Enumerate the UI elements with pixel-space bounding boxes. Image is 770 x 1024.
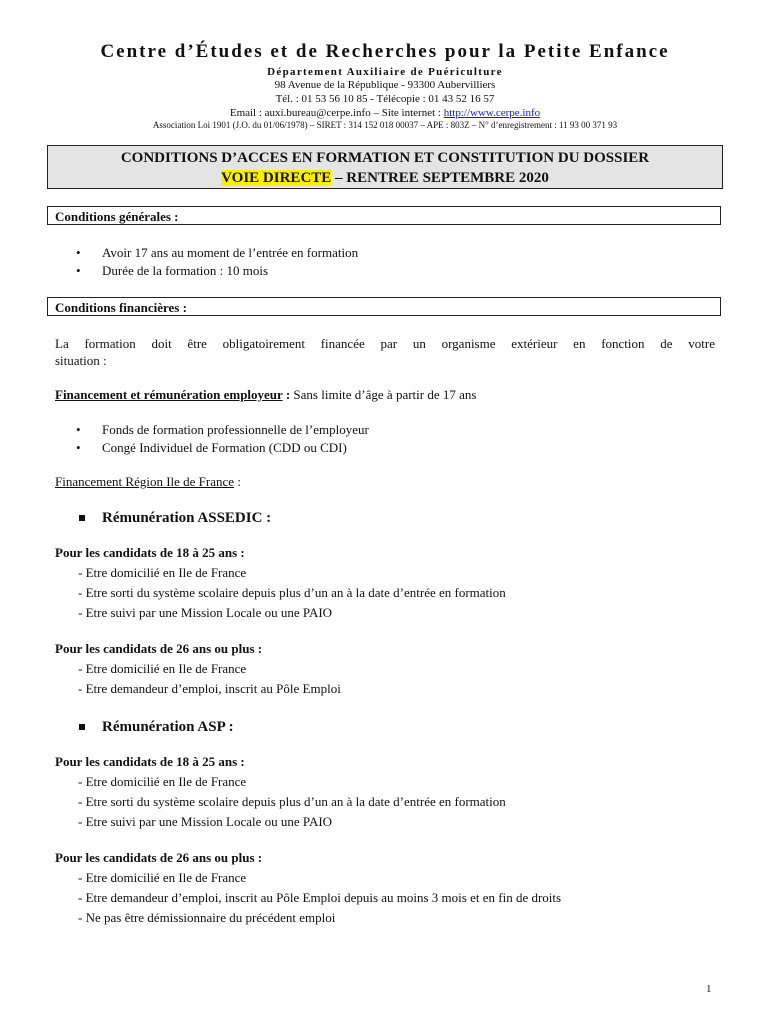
phone-fax: Tél. : 01 53 56 10 85 - Télécopie : 01 43 52 16 57: [275, 93, 495, 105]
asp-group1-title: Pour les candidats de 18 à 25 ans :: [55, 754, 245, 769]
assedic-group2-title: Pour les candidats de 26 ans ou plus :: [55, 641, 263, 656]
asp-group2-item-1: - Etre domicilié en Ile de France: [78, 870, 247, 885]
square-bullet-icon: [79, 515, 85, 521]
financial-intro-line-1: La formation doit être obligatoirement financée par un organisme extérieur en fonction de votre: [55, 336, 715, 351]
title-highlight: VOIE DIRECTE: [221, 170, 332, 186]
document-title-box: [47, 145, 723, 189]
region-financing-label: Financement Région Ile de France: [55, 474, 235, 489]
title-line-1: CONDITIONS D’ACCES EN FORMATION ET CONSTITUTION DU DOSSIER: [120, 150, 650, 166]
region-colon: :: [234, 474, 241, 489]
department-name: Département Auxiliaire de Puériculture: [267, 66, 503, 78]
general-bullet-1: Avoir 17 ans au moment de l’entrée en formation: [102, 245, 359, 260]
bullet-icon: •: [76, 440, 81, 455]
employer-colon: :: [282, 387, 291, 402]
employer-bullet-2: Congé Individuel de Formation (CDD ou CDI): [102, 440, 347, 455]
assedic-group2-item-1: - Etre domicilié en Ile de France: [78, 661, 247, 676]
employer-financing-line: [55, 386, 476, 404]
organization-name: Centre d’Études et de Recherches pour la Petite Enfance: [100, 41, 670, 62]
asp-group2-item-3: - Ne pas être démissionnaire du précédent emploi: [78, 910, 336, 925]
assedic-group1-title: Pour les candidats de 18 à 25 ans :: [55, 545, 245, 560]
assedic-group2-item-2: - Etre demandeur d’emploi, inscrit au Pôle Emploi: [78, 681, 341, 696]
page-number: 1: [706, 983, 712, 995]
email-website-line: [0, 107, 770, 119]
assedic-group1-item-2: - Etre sorti du système scolaire depuis plus d’un an à la date d’entrée en formation: [78, 585, 506, 600]
general-bullet-2: Durée de la formation : 10 mois: [102, 263, 269, 278]
square-bullet-icon: [79, 724, 85, 730]
section-financial-heading: Conditions financières :: [47, 297, 721, 316]
employer-financing-text: Sans limite d’âge à partir de 17 ans: [290, 387, 477, 402]
title-line-2-rest: – RENTREE SEPTEMBRE 2020: [331, 170, 549, 186]
website-link[interactable]: http://www.cerpe.info: [443, 107, 541, 119]
bullet-icon: •: [76, 422, 81, 437]
asp-heading: Rémunération ASP :: [102, 719, 234, 735]
email-text: Email : auxi.bureau@cerpe.info – Site internet :: [229, 107, 444, 119]
assedic-group1-item-3: - Etre suivi par une Mission Locale ou une PAIO: [78, 605, 333, 620]
title-line-2: [48, 168, 722, 188]
financial-intro-line-2: situation :: [55, 353, 107, 368]
section-general-heading: Conditions générales :: [47, 206, 721, 225]
address: 98 Avenue de la République - 93300 Aubervilliers: [274, 79, 496, 91]
asp-group2-title: Pour les candidats de 26 ans ou plus :: [55, 850, 263, 865]
region-financing-line: [55, 473, 241, 491]
employer-financing-label: Financement et rémunération employeur: [55, 387, 283, 402]
asp-group1-item-1: - Etre domicilié en Ile de France: [78, 774, 247, 789]
asp-group1-item-3: - Etre suivi par une Mission Locale ou une PAIO: [78, 814, 333, 829]
bullet-icon: •: [76, 245, 81, 260]
association-info: Association Loi 1901 (J.O. du 01/06/1978) – SIRET : 314 152 018 00037 – APE : 803Z – N° d’enregistrement : 11 93 00 371 93: [152, 120, 618, 130]
asp-group1-item-2: - Etre sorti du système scolaire depuis plus d’un an à la date d’entrée en formation: [78, 794, 506, 809]
assedic-group1-item-1: - Etre domicilié en Ile de France: [78, 565, 247, 580]
asp-group2-item-2: - Etre demandeur d’emploi, inscrit au Pôle Emploi depuis au moins 3 mois et en fin de droits: [78, 890, 562, 905]
assedic-heading: Rémunération ASSEDIC :: [102, 510, 272, 526]
employer-bullet-1: Fonds de formation professionnelle de l’employeur: [102, 422, 369, 437]
bullet-icon: •: [76, 263, 81, 278]
